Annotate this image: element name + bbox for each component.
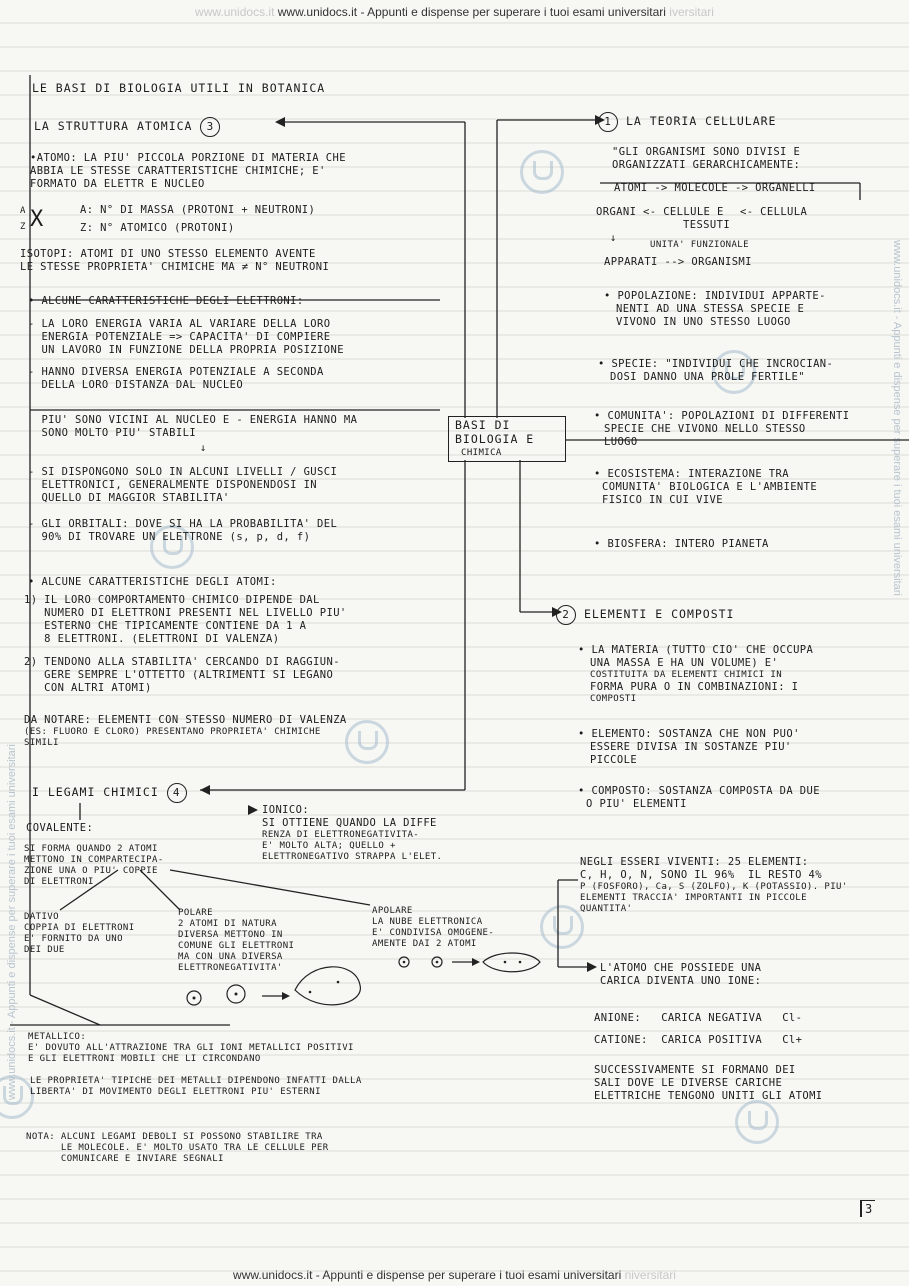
hierarchy-tissues: TESSUTI [683,219,731,231]
community-text: • COMUNITA': POPOLAZIONI DI DIFFERENTI SPECIE CHE VIVONO NELLO STESSO LUOGO [594,410,850,448]
section-elements-heading: 2 ELEMENTI E COMPOSTI [556,605,735,625]
page-title: LE BASI DI BIOLOGIA UTILI IN BOTANICA [32,81,326,95]
element-symbol: X [30,207,44,232]
hierarchy-cell: <- CELLULA [740,206,808,218]
compound-definition: • COMPOSTO: SOSTANZA COMPOSTA DA DUE O PIU' ELEMENTI [578,785,820,810]
central-topic-box [448,416,566,462]
section-cell-heading: 1 LA TEORIA CELLULARE [598,112,777,132]
footer-ghost-right: niversitari [624,1268,676,1282]
section-atom-heading: LA STRUTTURA ATOMICA 3 [34,117,220,137]
ecosystem-text: • ECOSISTEMA: INTERAZIONE TRA COMUNITA' BIOLOGICA E L'AMBIENTE FISICO IN CUI VIVE [594,468,818,506]
page-number: 3 [860,1200,875,1217]
symbol-atomic-label: Z [20,222,26,232]
atom-definition: •ATOMO: LA PIU' PICCOLA PORZIONE DI MATERIA CHE ABBIA LE STESSE CARATTERISTICHE CHIMICHE; E' FORMATO DA ELETTR E NUCLEO [30,152,346,190]
polar-bond-text: POLARE 2 ATOMI DI NATURA DIVERSA METTONO IN COMUNE GLI ELETTRONI MA CON UNA DIVERSA ELETTRONEGATIVITA' [178,908,295,973]
center-box-line: BIOLOGIA E [455,432,535,446]
down-arrow-icon: ↓ [610,232,617,244]
atoms-title: • ALCUNE CARATTERISTICHE DEGLI ATOMI: [28,576,277,588]
hierarchy-chain: ATOMI -> MOLECOLE -> ORGANELLI [614,182,816,194]
section-number: 2 [556,605,576,625]
section-number: 3 [200,117,220,137]
atom-point: 2) TENDONO ALLA STABILITA' CERCANDO DI RAGGIUN- GERE SEMPRE L'OTTETTO (ALTRIMENTI SI LEGANO CON ALTRI ATOMI) [24,656,340,694]
covalent-label: COVALENTE: [26,822,94,834]
electron-point: - SI DISPONGONO SOLO IN ALCUNI LIVELLI / GUSCI ELETTRONICI, GENERALMENTE DISPONENDOSI IN QUELLO DI MAGGIOR STABILITA' [28,466,338,504]
header-ghost: www.unidocs.it [195,5,275,19]
header-ghost-right: iversitari [669,5,714,19]
cation-text: CATIONE: CARICA POSITIVA Cl+ [594,1034,803,1046]
element-definition: • ELEMENTO: SOSTANZA CHE NON PUO' ESSERE DIVISA IN SOSTANZE PIU' PICCOLE [578,728,800,766]
valence-note: DA NOTARE: ELEMENTI CON STESSO NUMERO DI VALENZA (ES: FLUORO E CLORO) PRESENTANO PROPRIETA' CHIMICHE SIMILI [24,714,347,748]
footer-link[interactable]: www.unidocs.it - Appunti e dispense per superare i tuoi esami universitari [233,1268,622,1282]
side-watermark-left: www.unidocs.it - Appunti e dispense per superare i tuoi esami universitari [6,744,18,1100]
population-text: • POPOLAZIONE: INDIVIDUI APPARTE- NENTI AD UNA STESSA SPECIE E VIVONO IN UNO STESSO LUOGO [604,290,826,328]
electrons-title: • ALCUNE CARATTERISTICHE DEGLI ELETTRONI: [28,295,304,307]
electron-point: - GLI ORBITALI: DOVE SI HA LA PROBABILITA' DEL 90% DI TROVARE UN ELETTRONE (s, p, d, f) [28,518,338,543]
symbol-mass-label: A [20,206,26,216]
header-link[interactable]: www.unidocs.it - Appunti e dispense per superare i tuoi esami universitari [277,5,666,19]
anion-text: ANIONE: CARICA NEGATIVA Cl- [594,1012,803,1024]
atom-point: 1) IL LORO COMPORTAMENTO CHIMICO DIPENDE DAL NUMERO DI ELETTRONI PRESENTI NEL LIVELLO PIU' ESTERNO CHE TIPICAMENTE CONTIENE DA 1 A 8 ELETTRONI. (ELETTRONI DI VALENZA) [24,594,347,645]
salts-text: SUCCESSIVAMENTE SI FORMANO DEI SALI DOVE LE DIVERSE CARICHE ELETTRICHE TENGONO UNITI GLI ATOMI [594,1064,823,1102]
functional-unit-label: UNITA' FUNZIONALE [650,240,749,250]
isotopes-text: ISOTOPI: ATOMI DI UNO STESSO ELEMENTO AVENTE LE STESSE PROPRIETA' CHIMICHE MA ≠ N° NEUTRONI [20,248,330,273]
matter-text: • LA MATERIA (TUTTO CIO' CHE OCCUPA UNA MASSA E HA UN VOLUME) E' COSTITUITA DA ELEMENTI CHIMICI IN FORMA PURA O IN COMBINAZIONI: I COMPOSTI [578,644,814,704]
ionic-bond-text: IONICO: SI OTTIENE QUANDO LA DIFFE RENZA DI ELETTRONEGATIVITA- E' MOLTO ALTA; QUELLO + ELETTRONEGATIVO STRAPPA L'ELET. [262,804,443,862]
covalent-definition: SI FORMA QUANDO 2 ATOMI METTONO IN COMPARTECIPA- ZIONE UNA O PIU' COPPIE DI ELETTRONI [24,844,164,887]
section-number: 4 [167,783,187,803]
electron-point: - HANNO DIVERSA ENERGIA POTENZIALE A SECONDA DELLA LORO DISTANZA DAL NUCLEO [28,366,324,391]
down-arrow-icon: ↓ [200,442,207,454]
ion-text: L'ATOMO CHE POSSIEDE UNA CARICA DIVENTA UNO IONE: [600,962,762,987]
cell-intro: "GLI ORGANISMI SONO DIVISI E ORGANIZZATI GERARCHICAMENTE: [612,146,801,171]
center-box-line: BASI DI [455,418,511,432]
hierarchy-systems: APPARATI --> ORGANISMI [604,256,752,268]
electron-point: - LA LORO ENERGIA VARIA AL VARIARE DELLA LORO ENERGIA POTENZIALE => CAPACITA' DI COMPIERE UN LAVORO IN FUNZIONE DELLA PROPRIA POSIZIONE [28,318,344,356]
mass-number-text: A: N° DI MASSA (PROTONI + NEUTRONI) [80,204,316,216]
metallic-bond-text: METALLICO: E' DOVUTO ALL'ATTRAZIONE TRA GLI IONI METALLICI POSITIVI E GLI ELETTRONI MOBILI CHE LI CIRCONDANO [28,1032,354,1064]
atomic-number-text: Z: N° ATOMICO (PROTONI) [80,222,235,234]
biosphere-text: • BIOSFERA: INTERO PIANETA [594,538,769,550]
section-number: 1 [598,112,618,132]
section-bonds-heading: I LEGAMI CHIMICI 4 [32,783,187,803]
dative-bond-text: DATIVO COPPIA DI ELETTRONI E' FORNITO DA UNO DEI DUE [24,912,135,955]
metal-properties-text: LE PROPRIETA' TIPICHE DEI METALLI DIPENDONO INFATTI DALLA LIBERTA' DI MOVIMENTO DEGLI ELETTRONI PIU' ESTERNI [30,1076,362,1097]
species-text: • SPECIE: "INDIVIDUI CHE INCROCIAN- DOSI DANNO UNA PROLE FERTILE" [598,358,834,383]
weak-bonds-note: NOTA: ALCUNI LEGAMI DEBOLI SI POSSONO STABILIRE TRA LE MOLECOLE. E' MOLTO USATO TRA LE CELLULE PER COMUNICARE E INVIARE SEGNALI [26,1132,329,1164]
side-watermark-right: www.unidocs.it - Appunti e dispense per superare i tuoi esami universitari [891,240,903,596]
apolar-bond-text: APOLARE LA NUBE ELETTRONICA E' CONDIVISA OMOGENE- AMENTE DAI 2 ATOMI [372,906,495,949]
center-box-line: CHIMICA [461,448,502,458]
hierarchy-organs: ORGANI <- CELLULE E [596,206,724,218]
living-elements-text: NEGLI ESSERI VIVENTI: 25 ELEMENTI: C, H, O, N, SONO IL 96% IL RESTO 4% P (FOSFORO), Ca, S (ZOLFO), K (POTASSIO). PIU' ELEMENTI TRACCIA' IMPORTANTI IN PICCOLE QUANTITA' [580,856,848,914]
electron-point: PIU' SONO VICINI AL NUCLEO E - ENERGIA HANNO MA SONO MOLTO PIU' STABILI [28,414,358,439]
